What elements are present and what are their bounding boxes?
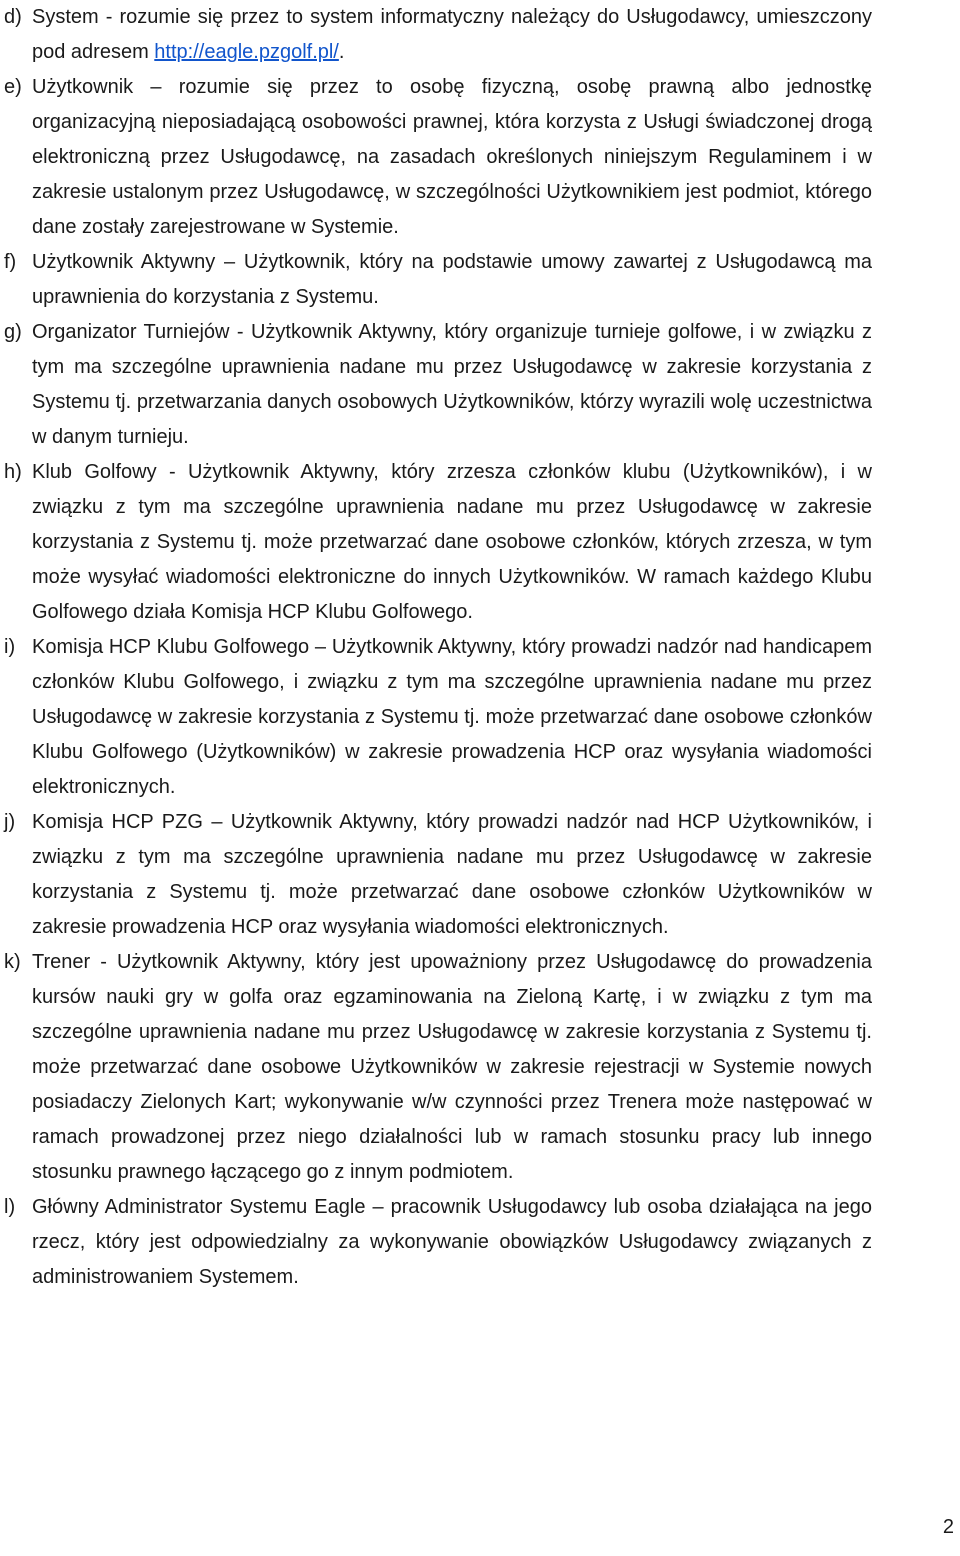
definition-item-d [0,0,872,70]
definition-item-f [0,245,872,315]
item-text-after: . [338,41,345,63]
definition-item-g [0,315,872,455]
item-text: Komisja HCP Klubu Golfowego – Użytkownik Aktywny, który prowadzi nadzór nad handicapem członków Klubu Golfowego, i związku z tym ma szczególne uprawnienia nadane mu przez Usługodawcę w zakresie korzystania z Systemu tj. może przetwarzać dane osobowe członków Klubu Golfowego (Użytkowników) w zakresie prowadzenia HCP oraz wysyłania wiadomości elektronicznych. [32,636,872,798]
item-text: Komisja HCP PZG – Użytkownik Aktywny, który prowadzi nadzór nad HCP Użytkowników, i związku z tym ma szczególne uprawnienia nadane mu przez Usługodawcę w zakresie korzystania z Systemu tj. może przetwarzać dane osobowe członków Użytkowników w zakresie prowadzenia HCP oraz wysyłania wiadomości elektronicznych. [32,811,872,938]
item-text: Użytkownik – rozumie się przez to osobę fizyczną, osobę prawną albo jednostkę organizacyjną nieposiadającą osobowości prawnej, która korzysta z Usługi świadczonej drogą elektroniczną przez Usługodawcę, na zasadach określonych niniejszym Regulaminem i w zakresie ustalonym przez Usługodawcę, w szczególności Użytkownikiem jest podmiot, którego dane zostały zarejestrowane w Systemie. [32,76,872,238]
definition-item-h [0,455,872,630]
item-text: Trener - Użytkownik Aktywny, który jest upoważniony przez Usługodawcę do prowadzenia kursów nauki gry w golfa oraz egzaminowania na Zieloną Kartę, i w związku z tym ma szczególne uprawnienia nadane mu przez Usługodawcę w zakresie korzystania z Systemu tj. może przetwarzać dane osobowe Użytkowników w zakresie rejestracji w Systemie nowych posiadaczy Zielonych Kart; wykonywanie w/w czynności przez Trenera może następować w ramach prowadzonej przez niego działalności lub w ramach stosunku pracy lub innego stosunku prawnego łączącego go z innym podmiotem. [32,951,872,1183]
item-letter: g) [4,321,22,343]
item-letter: f) [4,251,17,273]
item-text [32,0,872,70]
item-letter: l) [4,1196,16,1218]
item-text-before: System - rozumie się przez to system informatyczny należący do Usługodawcy, umieszczony pod adresem [32,6,872,63]
item-text: Klub Golfowy - Użytkownik Aktywny, który zrzesza członków klubu (Użytkowników), i w związku z tym ma szczególne uprawnienia nadane mu przez Usługodawcę w zakresie korzystania z Systemu tj. może przetwarzać dane osobowe członków, których zrzesza, w tym może wysyłać wiadomości elektroniczne do innych Użytkowników. W ramach każdego Klubu Golfowego działa Komisja HCP Klubu Golfowego. [32,461,872,623]
item-letter: h) [4,461,22,483]
definition-item-e [0,70,872,245]
item-letter: e) [4,76,22,98]
item-letter: d) [4,6,22,28]
definition-item-l [0,1190,872,1295]
item-letter: i) [4,636,16,658]
system-url-link[interactable]: http://eagle.pzgolf.pl/ [154,41,339,63]
definition-item-i [0,630,872,805]
page-number: 2 [942,1516,954,1538]
item-text: Główny Administrator Systemu Eagle – pracownik Usługodawcy lub osoba działająca na jego rzecz, który jest odpowiedzialny za wykonywanie obowiązków Usługodawcy związanych z administrowaniem Systemem. [32,1196,872,1288]
definition-item-k [0,945,872,1190]
definition-item-j [0,805,872,945]
item-letter: j) [4,811,16,833]
item-letter: k) [4,951,21,973]
item-text: Użytkownik Aktywny – Użytkownik, który na podstawie umowy zawartej z Usługodawcą ma uprawnienia do korzystania z Systemu. [32,251,872,308]
item-text: Organizator Turniejów - Użytkownik Aktywny, który organizuje turnieje golfowe, i w związku z tym ma szczególne uprawnienia nadane mu przez Usługodawcę w zakresie korzystania z Systemu tj. przetwarzania danych osobowych Użytkowników, którzy wyrazili wolę uczestnictwa w danym turnieju. [32,321,872,448]
